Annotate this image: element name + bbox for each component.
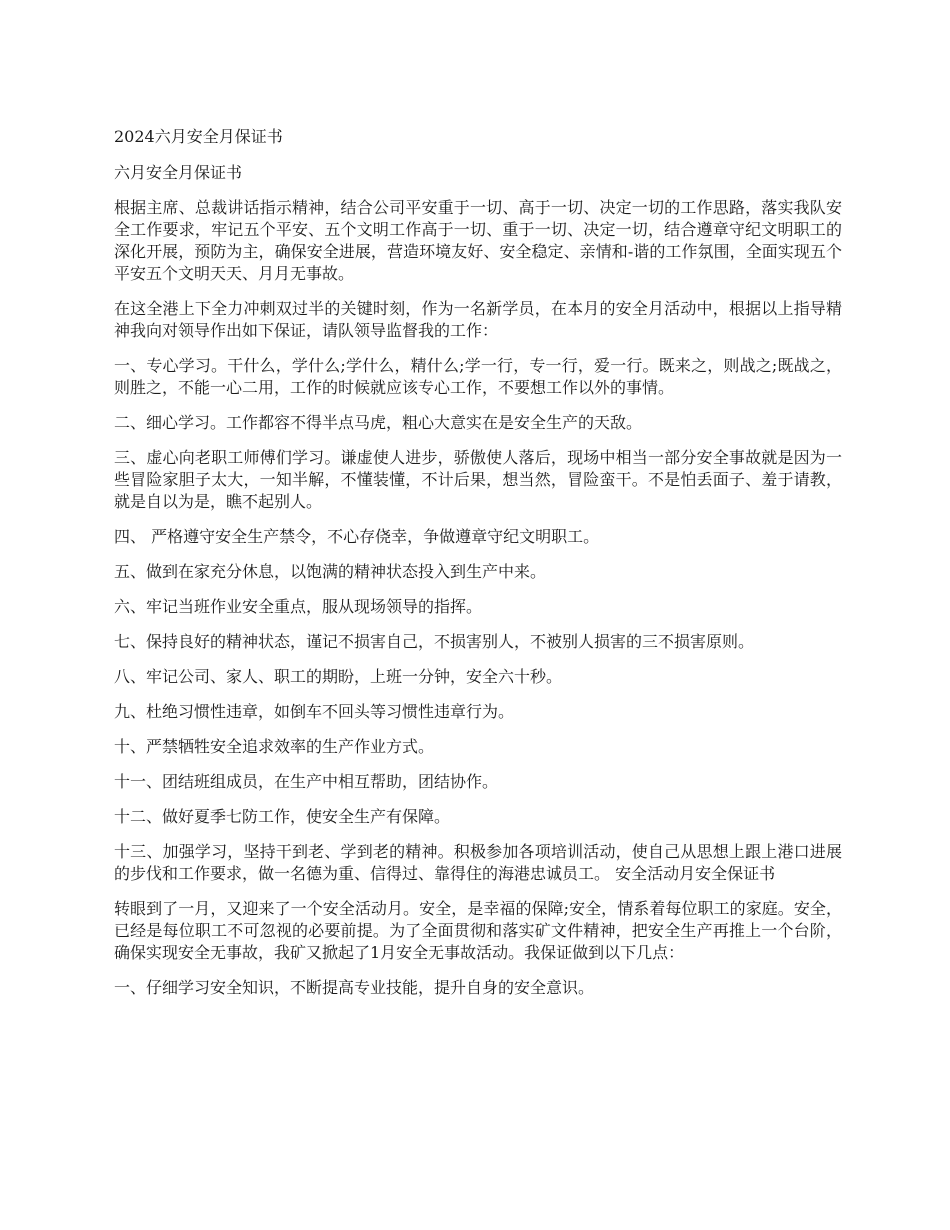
pledge-item-12: 十二、做好夏季七防工作，使安全生产有保障。 <box>114 807 451 826</box>
pledge-item-7: 七、保持良好的精神状态，谨记不损害自己，不损害别人，不被别人损害的三不损害原则。 <box>114 632 755 651</box>
second-pledge-item-1: 一、仔细学习安全知识，不断提高专业技能，提升自身的安全意识。 <box>114 978 595 997</box>
pledge-item-5: 五、做到在家充分休息，以饱满的精神状态投入到生产中来。 <box>114 562 547 581</box>
pledge-item-8: 八、牢记公司、家人、职工的期盼，上班一分钟，安全六十秒。 <box>114 667 563 686</box>
subtitle: 六月安全月保证书 <box>114 163 243 182</box>
pledge-item-1: 一、专心学习。干什么，学什么;学什么，精什么;学一行，专一行，爱一行。既来之，则战之;既战之，则胜之，不能一心二用，工作的时候就应该专心工作，不要想工作以外的事情。 <box>114 356 842 397</box>
pledge-item-10: 十、严禁牺牲安全追求效率的生产作业方式。 <box>114 737 435 756</box>
pledge-item-11: 十一、团结班组成员，在生产中相互帮助，团结协作。 <box>114 772 499 791</box>
paragraph-pledge-lead: 在这全港上下全力冲刺双过半的关键时刻，作为一名新学员，在本月的安全月活动中，根据以上指导精神我向对领导作出如下保证，请队领导监督我的工作： <box>114 299 842 340</box>
document-page <box>114 126 842 1012</box>
paragraph-second-intro: 转眼到了一月，又迎来了一个安全活动月。安全，是幸福的保障;安全，情系着每位职工的家庭。安全，已经是每位职工不可忽视的必要前提。为了全面贯彻和落实矿文件精神，把安全生产再推上一个台阶，确保实现安全无事故，我矿又掀起了1月安全无事故活动。我保证做到以下几点： <box>114 899 842 962</box>
pledge-item-6: 六、牢记当班作业安全重点，服从现场领导的指挥。 <box>114 597 483 616</box>
pledge-item-2: 二、细心学习。工作都容不得半点马虎，粗心大意实在是安全生产的天敌。 <box>114 413 643 432</box>
paragraph-intro: 根据主席、总裁讲话指示精神，结合公司平安重于一切、高于一切、决定一切的工作思路，落实我队安全工作要求，牢记五个平安、五个文明工作高于一切、重于一切、决定一切，结合遵章守纪文明职工的深化开展，预防为主，确保安全进展，营造环境友好、安全稳定、亲情和-谐的工作氛围，全面实现五个平安五个文明天天、月月无事故。 <box>114 198 842 283</box>
document-title: 2024六月安全月保证书 <box>114 127 283 146</box>
pledge-item-3: 三、虚心向老职工师傅们学习。谦虚使人进步，骄傲使人落后，现场中相当一部分安全事故就是因为一些冒险家胆子太大，一知半解，不懂装懂，不计后果，想当然，冒险蛮干。不是怕丢面子、羞于请教，就是自以为是，瞧不起别人。 <box>114 448 842 511</box>
pledge-item-13: 十三、加强学习，坚持干到老、学到老的精神。积极参加各项培训活动，使自己从思想上跟上港口进展的步伐和工作要求，做一名德为重、信得过、靠得住的海港忠诚员工。 安全活动月安全保证书 <box>114 842 842 883</box>
pledge-item-4: 四、 严格遵守安全生产禁令，不心存侥幸，争做遵章守纪文明职工。 <box>114 527 600 546</box>
pledge-item-9: 九、杜绝习惯性违章，如倒车不回头等习惯性违章行为。 <box>114 702 515 721</box>
